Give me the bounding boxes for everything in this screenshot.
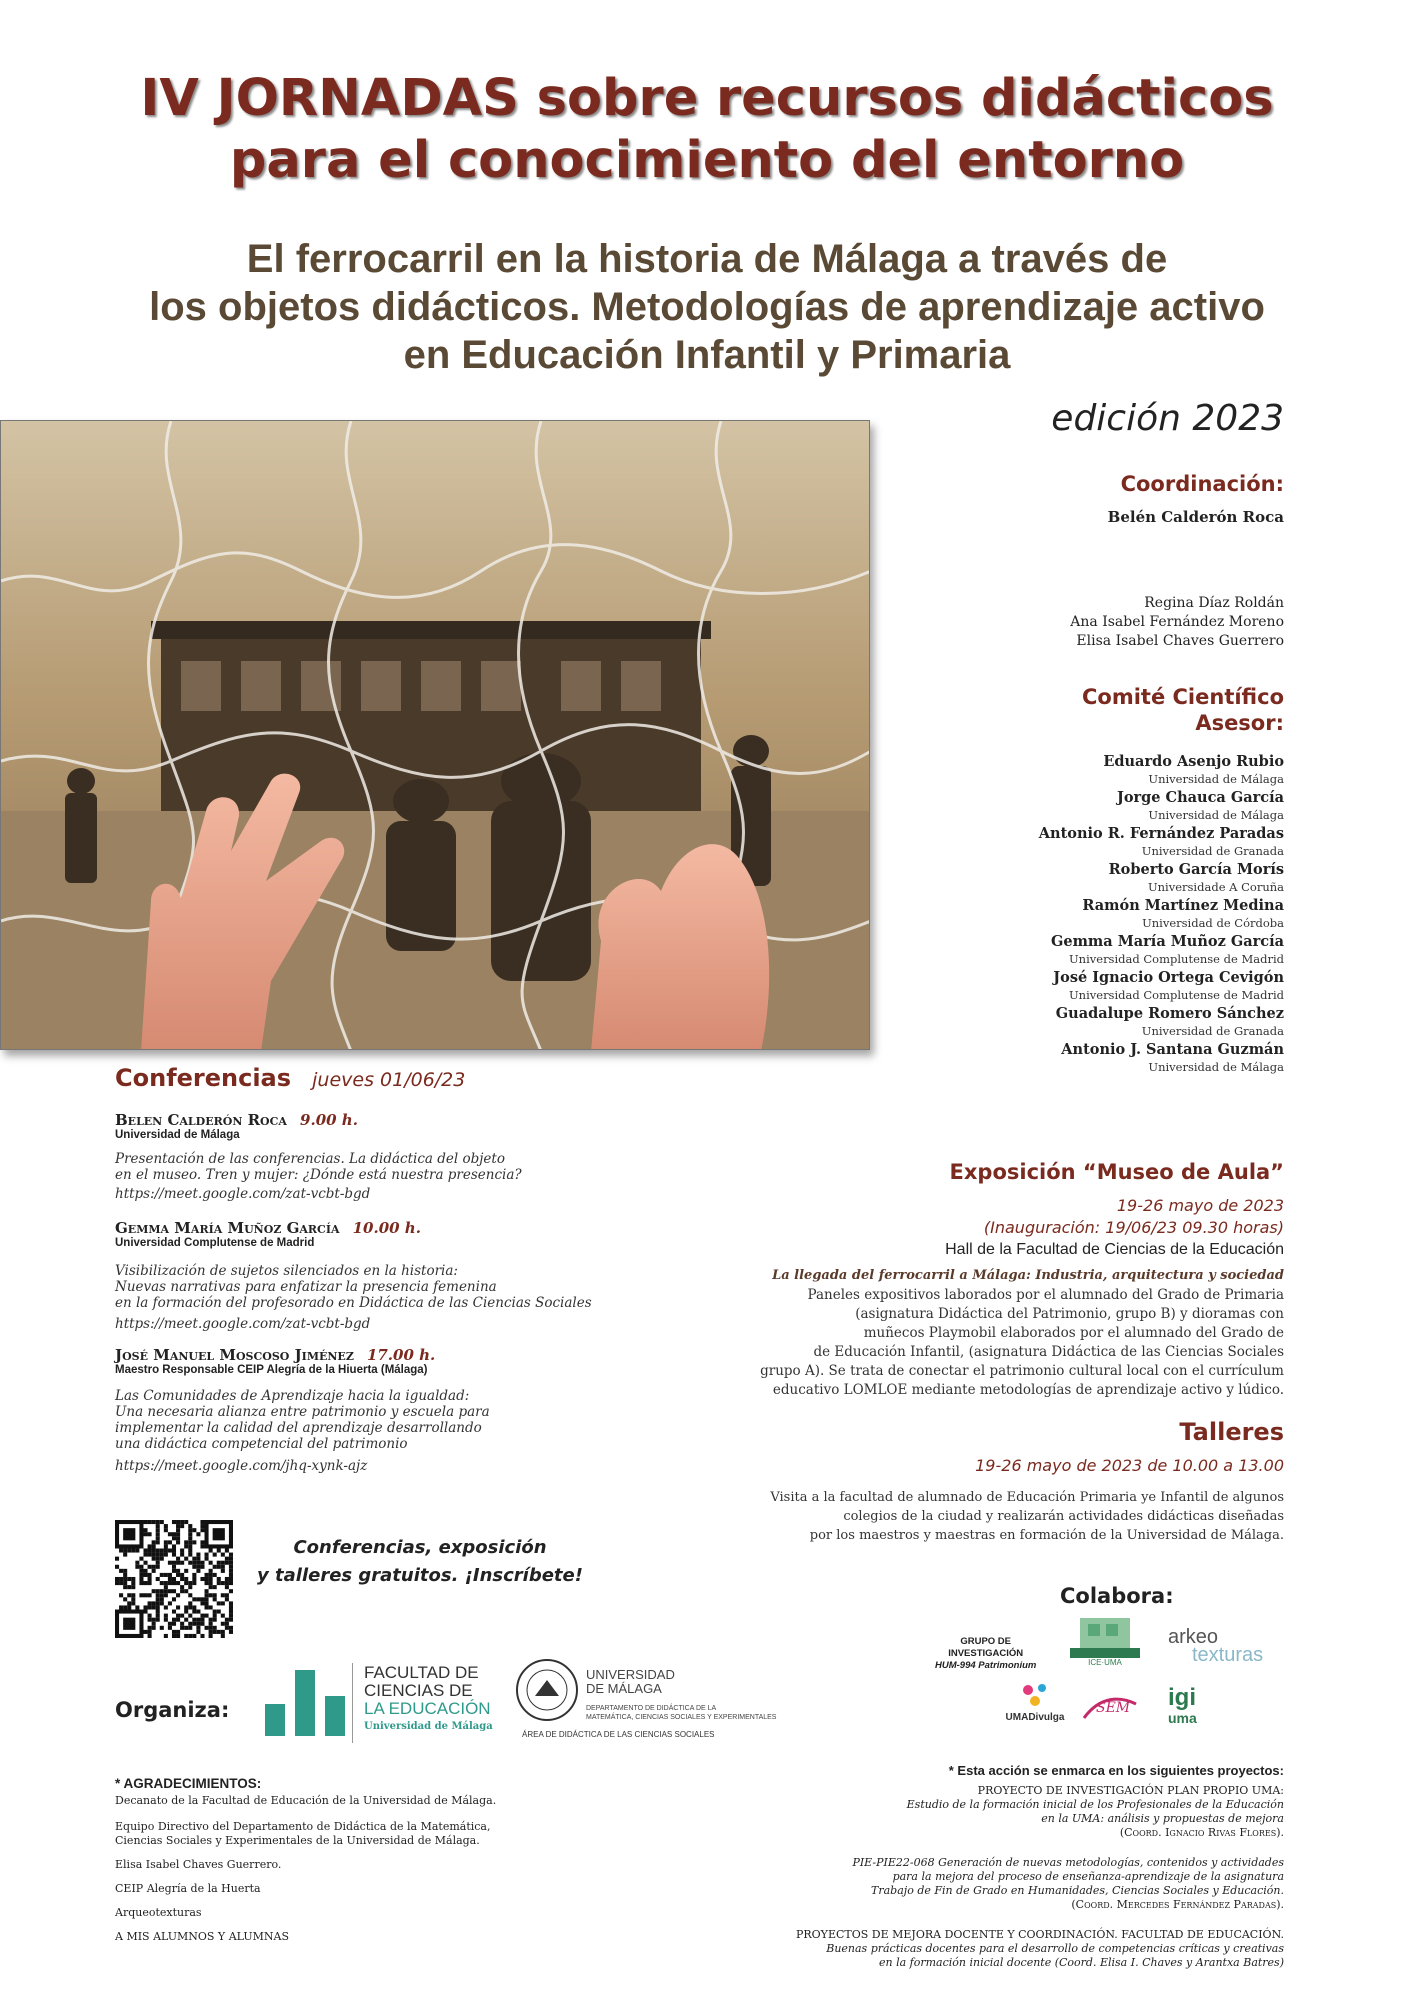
workshops-dates: 19-26 mayo de 2023 de 10.00 a 13.00: [975, 1456, 1284, 1475]
committee-member-name: Antonio R. Fernández Paradas: [1038, 825, 1284, 842]
department-text: [586, 1704, 776, 1722]
projects-heading: * Esta acción se enmarca en los siguientes proyectos:: [948, 1763, 1284, 1778]
sem-icon: [1080, 1690, 1140, 1726]
speaker-affiliation: Maestro Responsable CEIP Alegría de la Hiuerta (Málaga): [115, 1364, 428, 1376]
conference-desc-line: implementar la calidad del aprendizaje desarrollando: [115, 1420, 482, 1436]
committee-member-uni: Universidad Complutense de Madrid: [1068, 952, 1284, 966]
edition-label: edición 2023: [1051, 398, 1284, 439]
project-line: PROYECTO DE INVESTIGACIÓN PLAN PROPIO UMA:: [977, 1784, 1284, 1797]
exhibition-place: Hall de la Facultad de Ciencias de la Educación: [945, 1241, 1284, 1258]
logo-text: INVESTIGACIÓN: [948, 1648, 1024, 1659]
speaker-name: Belen Calderón Roca: [115, 1111, 287, 1129]
logo-text: uma: [1168, 1710, 1197, 1726]
thanks-line: CEIP Alegría de la Huerta: [115, 1882, 261, 1895]
conference-desc-line: Una necesaria alianza entre patrimonio y escuela para: [115, 1404, 490, 1420]
logo-text: UNIVERSIDAD: [586, 1667, 675, 1682]
exhibition-dates: 19-26 mayo de 2023: [1116, 1196, 1284, 1215]
committee-member-uni: Universidad de Granada: [1141, 844, 1284, 858]
conference-desc-line: Nuevas narrativas para enfatizar la presencia femenina: [115, 1279, 497, 1295]
committee-member-name: Guadalupe Romero Sánchez: [1055, 1005, 1284, 1022]
thanks-line: Ciencias Sociales y Experimentales de la Universidad de Málaga.: [115, 1834, 480, 1847]
project-3: [796, 1928, 1284, 1970]
conference-item: [115, 1345, 595, 1474]
conference-desc: [115, 1151, 575, 1183]
committee-heading-line1: Comité Científico: [1082, 685, 1284, 709]
exhibition-subtitle: La llegada del ferrocarril a Málaga: Industria, arquitectura y sociedad: [772, 1268, 1284, 1283]
logo-text: DEPARTAMENTO DE DIDÁCTICA DE LA: [586, 1705, 717, 1712]
exhibition-line: muñecos Playmobil elaborados por el alumnado del Grado de: [863, 1325, 1284, 1341]
committee-member-uni: Universidad de Málaga: [1148, 808, 1284, 822]
project-line: Buenas prácticas docentes para el desarrollo de competencias críticas y creativas: [826, 1942, 1284, 1955]
collaborate-heading: Colabora:: [1060, 1584, 1174, 1608]
subtitle-line1: El ferrocarril en la historia de Málaga a través de: [246, 237, 1168, 281]
project-2: [852, 1856, 1284, 1912]
logo-text: igi: [1168, 1684, 1196, 1711]
logo-text: texturas: [1192, 1644, 1264, 1666]
university-logo-text: [586, 1668, 675, 1696]
thanks-line: Elisa Isabel Chaves Guerrero.: [115, 1858, 282, 1871]
train-photo-illustration: [1, 421, 870, 1050]
meet-link[interactable]: https://meet.google.com/zat-vcbt-bgd: [115, 1186, 371, 1202]
project-line: en la formación inicial docente (Coord. Elisa I. Chaves y Arantxa Batres): [879, 1956, 1284, 1969]
coordination-member: Ana Isabel Fernández Moreno: [1070, 614, 1284, 630]
logo-text: FACULTAD DE: [364, 1663, 479, 1682]
conference-time: 9.00 h.: [300, 1111, 358, 1129]
workshops-heading: Talleres: [1179, 1418, 1284, 1446]
molecule-icon: [1020, 1682, 1050, 1708]
conference-desc-line: Presentación de las conferencias. La didáctica del objeto: [115, 1151, 505, 1167]
committee-member-uni: Universidad Complutense de Madrid: [1068, 988, 1284, 1002]
committee-member-name: Antonio J. Santana Guzmán: [1061, 1041, 1284, 1058]
area-text: ÁREA DE DIDÁCTICA DE LAS CIENCIAS SOCIALES: [522, 1730, 715, 1739]
committee-member-uni: Universidade A Coruña: [1147, 880, 1284, 894]
project-line: (Coord. Mercedes Fernández Paradas).: [1071, 1898, 1284, 1911]
conference-desc-line: Visibilización de sujetos silenciados en la historia:: [115, 1263, 458, 1279]
workshops-line: Visita a la facultad de alumnado de Educación Primaria ye Infantil de algunos: [770, 1490, 1284, 1505]
coordination-member: Regina Díaz Roldán: [1144, 595, 1284, 611]
exhibition-heading: Exposición “Museo de Aula”: [949, 1160, 1284, 1184]
qr-code-icon: [115, 1520, 233, 1638]
faculty-logo-mark: [265, 1670, 345, 1736]
coordination-lead: Belén Calderón Roca: [1107, 508, 1284, 526]
logo-text: arkeo: [1168, 1626, 1219, 1648]
conference-desc-line: en la formación del profesorado en Didáctica de las Ciencias Sociales: [115, 1295, 592, 1311]
coordination-members: [1070, 594, 1284, 651]
conference-desc-line: Las Comunidades de Aprendizaje hacia la igualdad:: [115, 1388, 470, 1404]
coordination-member: Elisa Isabel Chaves Guerrero: [1076, 633, 1284, 649]
logo-text: MATEMÁTICA, CIENCIAS SOCIALES Y EXPERIMENTALES: [586, 1714, 777, 1721]
project-line: Estudio de la formación inicial de los Profesionales de la Educación: [906, 1798, 1284, 1811]
exhibition-line: grupo A). Se trata de conectar el patrimonio cultural local con el currículum: [760, 1363, 1284, 1379]
main-title-line2: para el conocimiento del entorno: [229, 131, 1185, 190]
committee-member-uni: Universidad de Málaga: [1148, 772, 1284, 786]
exhibition-line: educativo LOMLOE mediante metodologías de aprendizaje activo y lúdico.: [772, 1382, 1284, 1398]
meet-link[interactable]: https://meet.google.com/zat-vcbt-bgd: [115, 1316, 371, 1332]
thanks-line: Equipo Directivo del Departamento de Didáctica de la Matemática,: [115, 1820, 491, 1833]
ice-uma-logo: [1070, 1618, 1140, 1672]
conference-item: [115, 1218, 595, 1332]
conference-time: 10.00 h.: [352, 1219, 421, 1237]
project-line: PROYECTOS DE MEJORA DOCENTE Y COORDINACIÓN. FACULTAD DE EDUCACIÓN.: [795, 1928, 1284, 1941]
project-line: Trabajo de Fin de Grado en Humanidades, Ciencias Sociales y Educación.: [871, 1884, 1284, 1897]
logo-text: DE MÁLAGA: [586, 1681, 662, 1696]
faculty-columns-icon: [265, 1670, 345, 1736]
meet-link[interactable]: https://meet.google.com/jhq-xynk-ajz: [115, 1458, 368, 1474]
logo-text: ICE·UMA: [1088, 1658, 1122, 1667]
conferences-heading: Conferencias: [115, 1064, 292, 1092]
arkeotexturas-logo: [1168, 1628, 1263, 1664]
conference-desc-line: una didáctica competencial del patrimonio: [115, 1436, 408, 1452]
logo-text: Universidad de Málaga: [364, 1721, 493, 1732]
committee-heading-line2: Asesor:: [1195, 711, 1284, 735]
logo-text: LA EDUCACIÓN: [364, 1699, 491, 1718]
committee-member-name: Jorge Chauca García: [1116, 789, 1284, 806]
exhibition-inauguration: (Inauguración: 19/06/23 09.30 horas): [983, 1218, 1284, 1237]
committee-member-uni: Universidad de Granada: [1141, 1024, 1284, 1038]
committee-member-name: José Ignacio Ortega Cevigón: [1053, 969, 1284, 986]
workshops-line: por los maestros y maestras en formación de la Universidad de Málaga.: [809, 1528, 1284, 1543]
committee-member-uni: Universidad de Córdoba: [1142, 916, 1284, 930]
exhibition-line: Paneles expositivos laborados por el alumnado del Grado de Primaria: [807, 1287, 1284, 1303]
igi-uma-logo: [1168, 1684, 1197, 1728]
conference-desc-line: en el museo. Tren y mujer: ¿Dónde está nuestra presencia?: [115, 1167, 522, 1183]
thanks-line: Arqueotexturas: [115, 1906, 202, 1919]
organize-heading: Organiza:: [115, 1698, 230, 1722]
project-line: PIE-PIE22-068 Generación de nuevas metodologías, contenidos y actividades: [852, 1856, 1284, 1869]
speaker-name: José Manuel Moscoso Jiménez: [115, 1346, 354, 1364]
puzzle-photo: [0, 420, 870, 1050]
logo-text: GRUPO DE: [960, 1636, 1012, 1647]
free-message-line: Conferencias, exposición: [293, 1537, 547, 1558]
main-title-line1: IV JORNADAS sobre recursos didácticos: [140, 69, 1274, 128]
logo-text: CIENCIAS DE: [364, 1681, 473, 1700]
conference-desc: [115, 1388, 595, 1452]
exhibition-line: (asignatura Didáctica del Patrimonio, grupo B) y dioramas con: [855, 1306, 1284, 1322]
thanks-line: A MIS ALUMNOS Y ALUMNAS: [115, 1930, 289, 1943]
project-line: en la UMA: análisis y propuestas de mejora: [1041, 1812, 1284, 1825]
thanks-line: Decanato de la Facultad de Educación de la Universidad de Málaga.: [115, 1794, 497, 1807]
speaker-affiliation: Universidad Complutense de Madrid: [115, 1237, 315, 1249]
free-message: [250, 1534, 590, 1590]
speaker-affiliation: Universidad de Málaga: [115, 1129, 240, 1141]
committee-member-name: Roberto García Morís: [1108, 861, 1284, 878]
coordination-heading: Coordinación:: [1120, 472, 1284, 496]
committee-list: [1039, 752, 1284, 1076]
committee-member-uni: Universidad de Málaga: [1148, 1060, 1284, 1074]
thanks-heading: * AGRADECIMIENTOS:: [115, 1776, 262, 1791]
project-line: (Coord. Ignacio Rivas Flores).: [1119, 1826, 1284, 1839]
conferences-header: [115, 1064, 465, 1092]
workshops-description: [770, 1488, 1284, 1545]
project-line: para la mejora del proceso de enseñanza-aprendizaje de la asignatura: [892, 1870, 1284, 1883]
subtitle-line3: en Educación Infantil y Primaria: [403, 333, 1011, 377]
faculty-logo-text: [364, 1664, 493, 1736]
umadivulga-logo: [1005, 1682, 1065, 1723]
conference-time: 17.00 h.: [366, 1346, 436, 1364]
university-seal: [515, 1658, 579, 1722]
logo-text: HUM-994 Patrimonium: [935, 1660, 1037, 1671]
conferences-date: jueves 01/06/23: [312, 1069, 466, 1091]
committee-member-name: Gemma María Muñoz García: [1050, 933, 1284, 950]
exhibition-description: [760, 1286, 1284, 1400]
committee-heading: [1082, 684, 1284, 736]
logo-text: UMADivulga: [1005, 1712, 1065, 1723]
exhibition-line: de Educación Infantil, (asignatura Didáctica de las Ciencias Sociales: [813, 1344, 1284, 1360]
workshops-line: colegios de la ciudad y realizarán actividades didácticas diseñadas: [843, 1509, 1284, 1524]
conference-desc: [115, 1263, 595, 1311]
free-message-line: y talleres gratuitos. ¡Inscríbete!: [257, 1565, 583, 1586]
university-seal-icon: [515, 1658, 579, 1722]
project-1: [907, 1784, 1284, 1840]
qr-code[interactable]: [115, 1520, 233, 1638]
svg-text:SEM: SEM: [1096, 1700, 1131, 1716]
speaker-name: Gemma María Muñoz García: [115, 1219, 340, 1237]
patrimonium-logo: [935, 1636, 1036, 1672]
committee-member-name: Eduardo Asenjo Rubio: [1103, 753, 1284, 770]
subtitle-line2: los objetos didácticos. Metodologías de aprendizaje activo: [149, 285, 1265, 329]
sem-logo: [1080, 1690, 1140, 1726]
committee-member-name: Ramón Martínez Medina: [1082, 897, 1284, 914]
conference-item: [115, 1110, 575, 1202]
